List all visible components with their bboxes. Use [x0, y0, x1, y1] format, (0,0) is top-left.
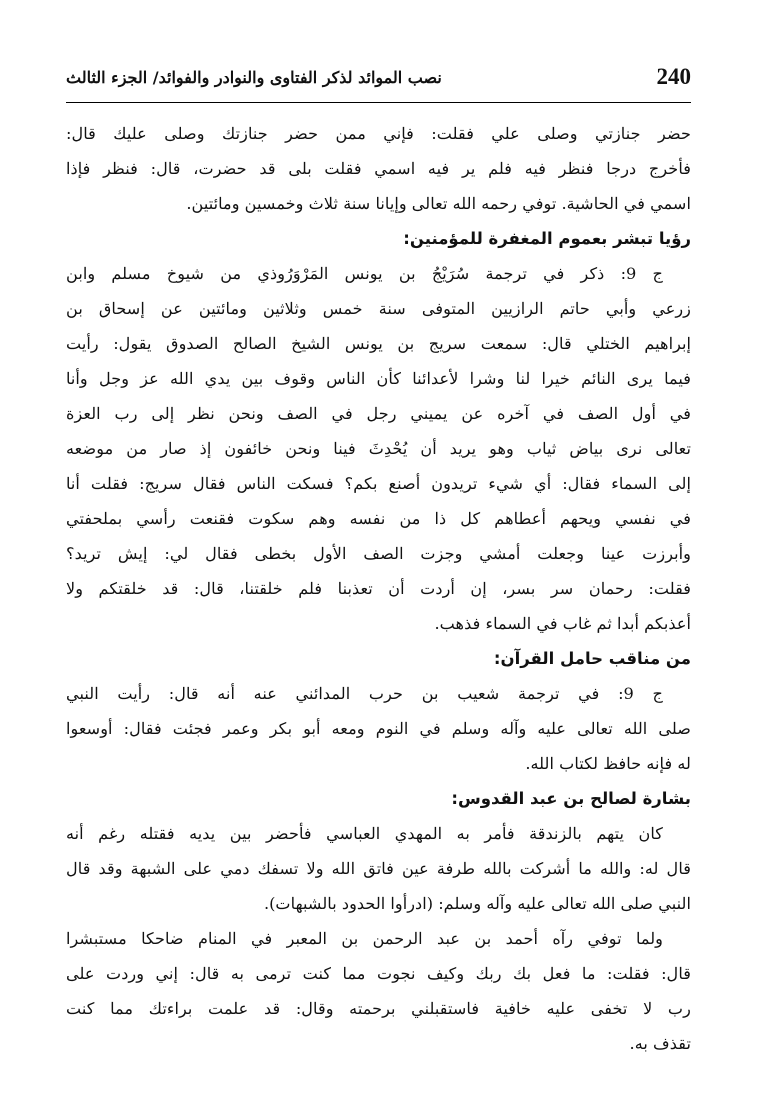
text-line: زرعي وأبي حاتم الرازيين المتوفى سنة خمس وثلاثين ومائتين عن إسحاق بن — [66, 299, 691, 318]
text-line: فيما يرى النائم خيرا لنا وشرا لأعدائنا كأن الناس وقوف بين يدي الله عز وجل وأنا — [66, 369, 691, 388]
text-line: وأبرزت عينا وجعلت أمشي وجزت الصف الأول بخطى فقال لي: إيش تريد؟ — [66, 544, 691, 563]
text-line: ج 9: في ترجمة شعيب بن حرب المدائني عنه أنه قال: رأيت النبي — [66, 684, 663, 703]
text-line: النبي صلى الله تعالى عليه وآله وسلم: (ادرأوا الحدود بالشبهات). — [263, 894, 691, 913]
paragraph — [66, 116, 691, 221]
text-line: إبراهيم الختلي قال: سمعت سريج بن يونس الشيخ الصالح الصدوق يقول: رأيت — [66, 334, 691, 353]
text-line: كان يتهم بالزندقة فأمر به المهدي العباسي فأحضر بين يديه فقتله رغم أنه — [66, 824, 663, 843]
paragraph — [66, 676, 691, 781]
section-heading: من مناقب حامل القرآن: — [493, 649, 691, 668]
paragraph — [66, 256, 691, 641]
text-line: له فإنه حافظ لكتاب الله. — [525, 754, 691, 773]
text-line: حضر جنازتي وصلى علي فقلت: فإني ممن حضر جنازتك وصلى عليك قال: — [66, 124, 691, 143]
page-number: 240 — [656, 64, 691, 89]
text-line: إلى السماء فقال: أي شيء تريدون أصنع بكم؟ فسكت الناس فقال سريج: فقلت أنا — [66, 474, 691, 493]
text-line: أعذبكم أبدا ثم غاب في السماء فذهب. — [434, 614, 691, 633]
text-line: قال: فقلت: ما فعل بك ربك وكيف نجوت مما كنت ترمى به قال: إني وردت على — [66, 964, 691, 983]
running-title: نصب الموائد لذكر الفتاوى والنوادر والفوائد/ الجزء الثالث — [66, 68, 442, 87]
page-body — [66, 116, 691, 1061]
paragraph — [66, 921, 691, 1061]
text-line: ولما توفي رآه أحمد بن عبد الرحمن بن المعبر في المنام ضاحكا مستبشرا — [66, 929, 663, 948]
text-line: فقلت: رحمان سر بسر، إن أردت أن تعذبنا فلم خلقتنا، قال: قد خلقتكم ولا — [66, 579, 691, 598]
text-line: اسمي في الحاشية. توفي رحمه الله تعالى وإيانا سنة ثلاث وخمسين ومائتين. — [186, 194, 691, 213]
text-line: فأخرج درجا فنظر فيه فلم ير فيه اسمي فقلت بلى قد حضرت، قال: فنظر فإذا — [66, 159, 691, 178]
text-line: تقذف به. — [629, 1034, 691, 1053]
text-line: تعالى نرى بياض ثياب وهو يريد أن يُحْدِثَ فينا ونحن خائفون إذ صار من موضعه — [66, 439, 691, 458]
section-heading: رؤيا تبشر بعموم المغفرة للمؤمنين: — [403, 229, 691, 248]
paragraph — [66, 816, 691, 921]
text-line: في نفسي ويحهم أعطاهم كل ذا من نفسه وهم سكوت فقنعت رأسي بملحفتي — [66, 509, 691, 528]
page-header — [66, 62, 691, 103]
text-line: قال له: والله ما أشركت بالله طرفة عين فاتق الله ولا تسفك دمي على الشبهة وقد قال — [66, 859, 691, 878]
section-heading: بشارة لصالح بن عبد القدوس: — [451, 789, 691, 808]
text-line: رب لا تخفى عليه خافية فاستقبلني برحمته وقال: قد علمت براءتك مما كنت — [66, 999, 691, 1018]
text-line: ج 9: ذكر في ترجمة سُرَيْجُ بن يونس المَرْوَرُوذي من شيوخ مسلم وابن — [66, 264, 663, 283]
text-line: صلى الله تعالى عليه وآله وسلم في النوم ومعه أبو بكر وعمر فجئت فقال: أوسعوا — [66, 719, 691, 738]
text-line: في أول الصف في آخره عن يميني رجل في الصف ونحن نظر إلى رب العزة — [66, 404, 691, 423]
